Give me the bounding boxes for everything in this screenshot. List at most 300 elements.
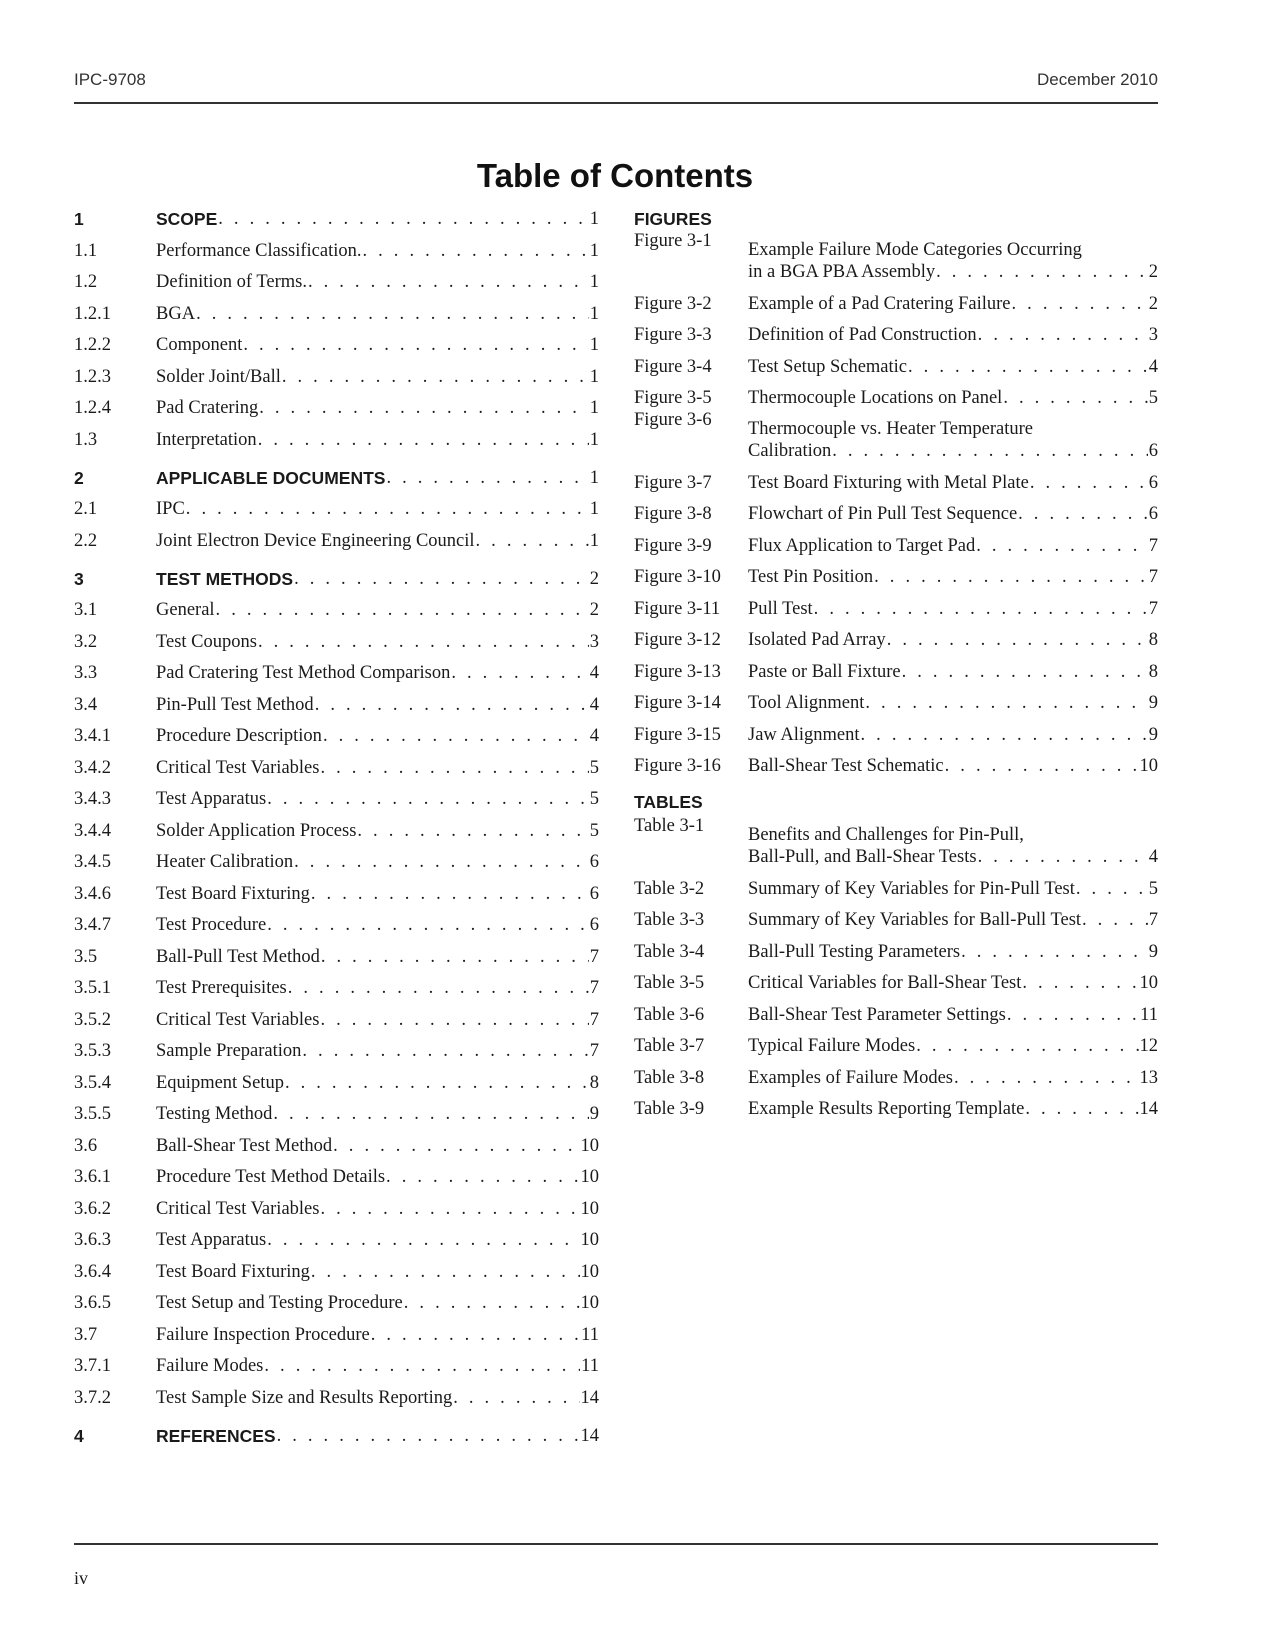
toc-entry [634,868,1158,900]
entry-number: Figure 3-6 [634,410,712,430]
entry-page: 11 [581,1324,599,1345]
entry-page: 7 [589,1009,599,1030]
entry-body [748,824,1158,868]
entry-number: Figure 3-1 [634,231,712,251]
entry-page: 7 [589,1041,599,1061]
entry-page: 4 [1148,356,1158,377]
entry-title: Test Apparatus [156,1230,267,1250]
entry-page: 7 [589,978,599,998]
entry-page: 10 [580,1167,599,1187]
entry-body [748,293,1158,315]
entry-body [156,366,599,388]
entry-body [156,1425,599,1447]
entry-page: 10 [580,1230,599,1250]
entry-title: APPLICABLE DOCUMENTS [156,467,386,488]
toc-entry [74,1251,599,1283]
dot-leader [363,240,589,262]
entry-number: 1.2.4 [74,398,111,418]
entry-body [748,941,1158,963]
toc-entry [634,746,1158,778]
dot-leader [371,1324,580,1346]
entry-number: 3.6.5 [74,1293,111,1313]
entry-number: 2.1 [74,499,98,519]
dot-leader [320,757,588,779]
entry-page: 5 [589,757,599,778]
entry-number: Table 3-6 [634,1004,705,1025]
toc-entry [74,520,599,552]
toc-entry [74,1094,599,1126]
figures-list [634,230,1158,777]
entry-title: Pad Cratering Test Method Comparison [156,663,451,683]
dot-leader [321,946,589,968]
entry-title-line: Benefits and Challenges for Pin-Pull, [748,825,1024,845]
dot-leader [258,631,589,653]
dot-leader [294,568,589,590]
entry-title: Paste or Ball Fixture [748,661,901,682]
toc-entry [634,409,1158,462]
entry-title: Failure Modes [156,1356,264,1376]
entry-title: Pull Test [748,598,813,619]
entry-title: Critical Test Variables [156,1198,320,1219]
entry-title: Thermocouple Locations on Panel [748,388,1003,408]
entry-number: Figure 3-3 [634,325,712,345]
toc-entry [634,815,1158,868]
entry-page: 12 [1139,1036,1158,1056]
entry-page: 4 [589,726,599,746]
entry-page: 4 [1148,847,1158,867]
entry-body [156,1355,599,1377]
dot-leader [259,397,589,419]
entry-body [156,240,599,262]
entry-number: Figure 3-4 [634,356,712,377]
entry-page: 3 [589,631,599,652]
toc-entry [74,1125,599,1157]
entry-body [748,239,1158,283]
dot-leader [357,820,588,842]
header-rule [74,102,1158,104]
entry-number: 3.4.4 [74,820,111,841]
entry-number: Table 3-8 [634,1067,705,1088]
toc-entry [74,684,599,716]
toc-entry [74,293,599,325]
entry-page: 9 [589,1104,599,1124]
entry-number: Figure 3-12 [634,630,721,650]
toc-entry [74,1031,599,1063]
entry-title: Ball-Shear Test Parameter Settings [748,1004,1006,1025]
entry-body [156,1103,599,1125]
entry-body [748,472,1158,494]
entry-number: 3.6.1 [74,1167,111,1187]
entry-page: 1 [589,240,599,261]
toc-entry [634,462,1158,494]
toc-entry [74,1062,599,1094]
entry-page: 2 [1148,262,1158,282]
entry-number: Figure 3-16 [634,756,721,776]
entry-page: 9 [1148,693,1158,713]
page-number: iv [74,1568,89,1588]
entry-body [156,1198,599,1220]
entry-page: 9 [1148,724,1158,745]
entry-body [156,662,599,684]
entry-title: Test Board Fixturing with Metal Plate [748,472,1029,493]
entry-page: 1 [589,530,599,551]
dot-leader [404,1292,580,1314]
entry-number: 1.2 [74,272,98,292]
dot-leader [243,334,588,356]
toc-entry [634,588,1158,620]
dot-leader [267,914,589,936]
entry-number: 3.4 [74,694,98,715]
entry-body [156,1166,599,1188]
dot-leader [453,1387,579,1409]
toc-entry [634,931,1158,963]
entry-body [748,1035,1158,1057]
dot-leader [264,1355,580,1377]
entry-number: 3.6.3 [74,1230,111,1250]
entry-title: Procedure Test Method Details [156,1167,386,1187]
entry-page: 7 [1148,535,1158,556]
entry-body [748,1098,1158,1120]
entry-page: 2 [1148,293,1158,314]
entry-number: Figure 3-7 [634,472,712,493]
entry-page: 14 [580,1387,599,1408]
entry-title: Solder Application Process [156,820,357,841]
entry-number: Figure 3-11 [634,598,721,619]
toc-entry [74,208,599,230]
entry-title: Ball-Pull Test Method [156,946,320,967]
entry-page: 4 [589,694,599,715]
entry-number: 3.6.4 [74,1261,111,1282]
dot-leader [386,1166,579,1188]
entry-number: 3.5.3 [74,1041,111,1061]
dot-leader [216,599,589,621]
entry-title-line [748,261,1158,283]
toc-entry [634,900,1158,932]
toc-entry [634,283,1158,315]
entry-number: 3.4.3 [74,789,111,809]
entry-page: 11 [581,1356,599,1376]
entry-number: Table 3-2 [634,878,705,899]
entry-number: 3.5 [74,946,98,967]
entry-page: 7 [1148,598,1158,619]
entry-body [748,724,1158,746]
toc-entry [74,590,599,622]
entry-title: Summary of Key Variables for Pin-Pull Test [748,878,1075,899]
entry-title: Critical Variables for Ball-Shear Test [748,973,1022,993]
entry-title: TEST METHODS [156,568,294,589]
entry-body [156,568,599,590]
entry-body [156,757,599,779]
entry-page: 5 [589,789,599,809]
entry-page: 7 [1148,567,1158,587]
entry-title: Ball-Shear Test Method [156,1135,333,1156]
toc-entry [74,810,599,842]
entry-title-line [748,846,1158,868]
entry-number: Table 3-9 [634,1099,705,1119]
entry-title: Heater Calibration [156,852,294,872]
entry-page: 11 [1140,1004,1158,1025]
entry-number: Figure 3-8 [634,504,712,524]
entry-page: 8 [1148,630,1158,650]
entry-page: 6 [589,852,599,872]
tables-heading: TABLES [634,792,703,812]
dot-leader [976,535,1148,557]
entry-body [156,1387,599,1409]
entry-number: Table 3-3 [634,910,705,930]
dot-leader [874,566,1148,588]
entry-title: Critical Test Variables [156,1009,320,1030]
dot-leader [282,366,589,388]
entry-page: 6 [1148,472,1158,493]
entry-body [156,631,599,653]
entry-body [156,725,599,747]
entry-page: 1 [589,272,599,292]
entry-body [748,535,1158,557]
toc-entry [74,230,599,262]
entry-page: 10 [580,1261,599,1282]
dot-leader [814,598,1148,620]
toc-entry [634,1026,1158,1058]
entry-number: 2.2 [74,530,98,551]
entry-number: Table 3-1 [634,816,705,836]
entry-title: Test Board Fixturing [156,1261,310,1282]
entry-number: Figure 3-13 [634,661,721,682]
toc-entry [74,842,599,874]
entry-number: 3.7.1 [74,1356,111,1376]
dot-leader [902,661,1148,683]
entry-title: Performance Classification. [156,240,362,261]
entry-body [156,397,599,419]
entry-title: Test Prerequisites [156,978,287,998]
entry-title: Tool Alignment [748,693,865,713]
dot-leader [323,725,589,747]
toc-entry [634,994,1158,1026]
entry-body [748,1067,1158,1089]
document-date: December 2010 [1037,70,1158,89]
entry-body [748,661,1158,683]
toc-entry [634,525,1158,557]
dot-leader [1007,1004,1139,1026]
dot-leader [1003,387,1147,409]
entry-body [156,1292,599,1314]
entry-body [748,692,1158,714]
toc-entry [634,346,1158,378]
entry-title: Isolated Pad Array [748,630,886,650]
entry-page: 3 [1148,325,1158,345]
toc-entry [634,620,1158,652]
toc-entry [74,905,599,937]
toc-entry [74,999,599,1031]
entry-title: Test Procedure [156,915,267,935]
dot-leader [311,883,589,905]
toc-entry [74,653,599,685]
entry-body [748,909,1158,931]
entry-body [156,530,599,552]
entry-title: Joint Electron Device Engineering Council [156,530,475,551]
toc-entry [634,714,1158,746]
entry-number: 1.2.1 [74,303,111,324]
entry-page: 7 [1148,910,1158,930]
entry-number: 1.2.2 [74,335,111,355]
toc-entry [74,1220,599,1252]
entry-number: 3.6 [74,1135,98,1156]
entry-title: REFERENCES [156,1425,276,1446]
dot-leader [288,977,589,999]
entry-page: 4 [589,663,599,683]
dot-leader [311,1261,580,1283]
entry-body [156,914,599,936]
entry-body [156,1261,599,1283]
entry-number: 4 [74,1425,84,1446]
entry-number: 1.1 [74,240,98,261]
dot-leader [916,1035,1138,1057]
entry-page: 1 [589,467,599,488]
entry-page: 6 [589,883,599,904]
toc-entry [634,963,1158,995]
entry-title: Interpretation [156,429,257,450]
entry-title: Test Sample Size and Results Reporting [156,1387,453,1408]
entry-number: 3.4.7 [74,915,111,935]
entry-title: Summary of Key Variables for Ball-Pull Test [748,910,1082,930]
dot-leader [258,429,589,451]
toc-entry [74,419,599,451]
tables-list [634,815,1158,1120]
dot-leader [267,1229,579,1251]
entry-page: 10 [580,1198,599,1219]
toc-entry [634,1057,1158,1089]
entry-number: Figure 3-5 [634,388,712,408]
dot-leader [277,1425,580,1447]
dot-leader [315,694,589,716]
entry-number: 3.2 [74,631,98,652]
entry-title: Pin-Pull Test Method [156,694,314,715]
entry-title: Test Setup Schematic [748,356,908,377]
entry-number: 3.3 [74,663,98,683]
dot-leader [218,208,588,230]
entry-number: Table 3-7 [634,1036,705,1056]
entry-title: Component [156,335,243,355]
entry-page: 1 [589,366,599,387]
entry-title: Critical Test Variables [156,757,320,778]
entry-page: 10 [580,1293,599,1313]
entry-title-line: Thermocouple vs. Heater Temperature [748,419,1033,439]
entry-page: 1 [589,335,599,355]
entry-title: Calibration [748,441,832,461]
toc-entry [74,1188,599,1220]
entry-title: SCOPE [156,209,218,229]
dot-leader [954,1067,1139,1089]
toc-entry [634,378,1158,410]
dot-leader [451,662,588,684]
entry-title: Examples of Failure Modes [748,1067,953,1088]
entry-body [156,1135,599,1157]
toc-entry [74,1346,599,1378]
entry-page: 7 [589,946,599,967]
entry-page: 13 [1139,1067,1158,1088]
toc-entry [74,451,599,489]
dot-leader [1025,1098,1138,1120]
entry-number: 1 [74,209,84,229]
toc-entry [74,356,599,388]
dot-leader [476,530,589,552]
entry-title: Test Board Fixturing [156,883,310,904]
entry-body [748,356,1158,378]
entry-title: Example Results Reporting Template [748,1099,1025,1119]
entry-title: Ball-Shear Test Schematic [748,756,944,776]
entry-title: Definition of Terms. [156,272,307,292]
entry-page: 8 [1148,661,1158,682]
entry-body [748,387,1158,409]
document-id: IPC-9708 [74,70,146,89]
toc-entry [74,747,599,779]
toc-entry [74,968,599,1000]
dot-leader [978,846,1148,868]
toc-figures-tables-column [634,208,1158,1120]
entry-body [748,418,1158,462]
toc-entry [74,936,599,968]
toc-entry [74,621,599,653]
entry-body [156,788,599,810]
toc-entry [74,873,599,905]
entry-title: Example of a Pad Cratering Failure [748,293,1011,314]
dot-leader [320,1009,588,1031]
dot-leader [832,440,1148,462]
entry-page: 14 [1139,1099,1158,1119]
toc-entry [634,683,1158,715]
entry-body [748,972,1158,994]
entry-number: Table 3-4 [634,941,705,962]
entry-body [156,467,599,489]
entry-number: 3.6.2 [74,1198,111,1219]
entry-body [156,498,599,520]
entry-number: Figure 3-14 [634,693,721,713]
entry-body [156,1229,599,1251]
entry-title: Ball-Pull Testing Parameters [748,941,961,962]
entry-body [156,429,599,451]
entry-number: 3.7 [74,1324,98,1345]
figures-heading: FIGURES [634,209,712,229]
dot-leader [285,1072,589,1094]
footer-rule [74,1543,1158,1545]
entry-title: IPC [156,499,185,519]
toc-entry [634,230,1158,283]
entry-body [748,503,1158,525]
entry-number: 3.7.2 [74,1387,111,1408]
dot-leader [267,788,589,810]
entry-number: 3.1 [74,600,98,620]
entry-page: 1 [589,429,599,450]
toc-sections-column [74,208,599,1447]
entry-number: Figure 3-15 [634,724,721,745]
dot-leader [978,324,1148,346]
entry-body [156,977,599,999]
entry-title: General [156,600,215,620]
entry-body [748,755,1158,777]
page-title: Table of Contents [476,157,754,194]
entry-body [748,629,1158,651]
entry-number: Table 3-5 [634,973,705,993]
entry-page: 1 [589,499,599,519]
dot-leader [294,851,589,873]
dot-leader [861,724,1148,746]
entry-body [156,303,599,325]
entry-body [156,334,599,356]
toc-entry [74,1377,599,1409]
entry-page: 2 [589,568,599,589]
entry-number: 1.3 [74,429,98,450]
entry-body [156,820,599,842]
entry-number: 3.4.6 [74,883,111,904]
